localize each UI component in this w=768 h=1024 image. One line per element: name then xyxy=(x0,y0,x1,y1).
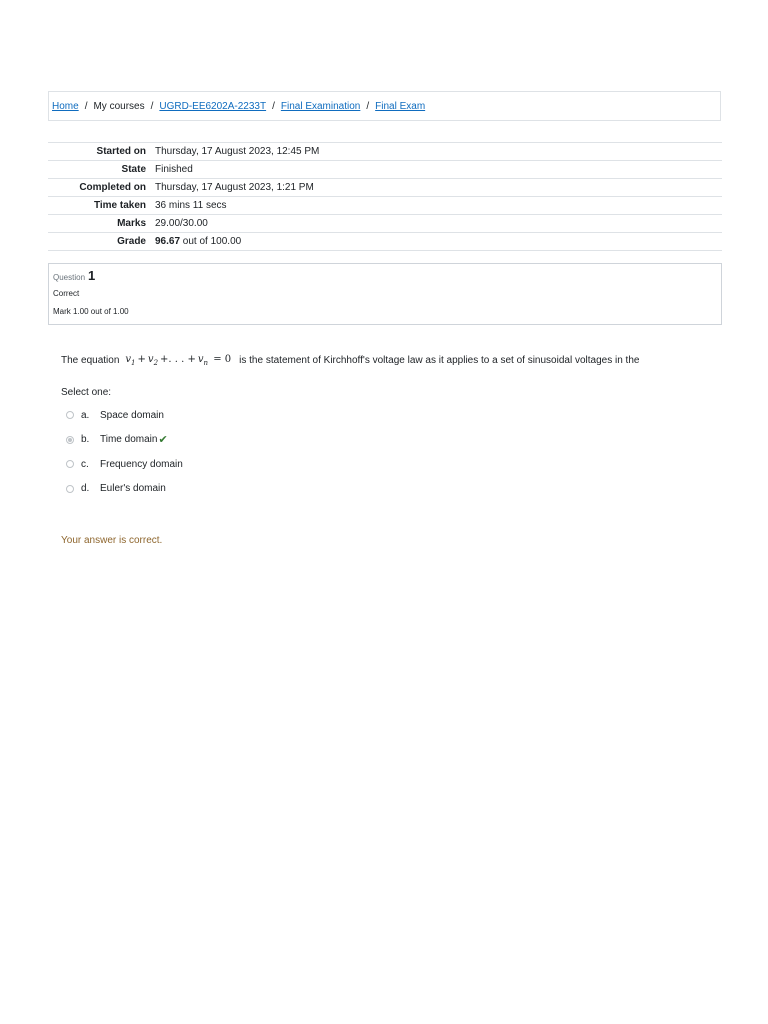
breadcrumb-quiz-link[interactable]: Final Exam xyxy=(375,100,426,112)
summary-row-time-taken xyxy=(48,197,722,215)
question-text-after: is the statement of Kirchhoff's voltage law as it applies to a set of sinusoidal voltages in the xyxy=(239,355,640,366)
question-state: Correct xyxy=(53,289,80,298)
summary-label: State xyxy=(121,164,146,175)
question-number: 1 xyxy=(88,268,96,283)
answer-options xyxy=(66,403,183,501)
breadcrumb-separator: / xyxy=(272,100,275,112)
breadcrumb-course-link[interactable]: UGRD-EE6202A-2233T xyxy=(159,100,267,112)
summary-value: Finished xyxy=(155,164,193,175)
summary-label: Marks xyxy=(117,218,146,229)
option-letter: c. xyxy=(81,458,89,470)
answer-option-b[interactable] xyxy=(66,428,183,453)
summary-value: 36 mins 11 secs xyxy=(155,200,227,211)
option-letter: d. xyxy=(81,483,90,495)
summary-label: Started on xyxy=(96,146,146,157)
answer-option-c[interactable] xyxy=(66,452,183,477)
summary-row-state xyxy=(48,161,722,179)
breadcrumb-section-link[interactable]: Final Examination xyxy=(280,100,361,112)
grade-out-of: out of 100.00 xyxy=(180,236,242,247)
option-label: Time domain xyxy=(100,434,158,446)
summary-value xyxy=(155,233,722,251)
checkmark-icon: ✔ xyxy=(158,434,168,447)
attempt-summary-table xyxy=(48,142,722,251)
radio-button[interactable] xyxy=(66,411,74,419)
summary-value: 29.00/30.00 xyxy=(155,218,208,229)
summary-row-marks xyxy=(48,215,722,233)
summary-label: Time taken xyxy=(93,200,146,211)
radio-button[interactable] xyxy=(66,460,74,468)
grade-value: 96.67 xyxy=(155,236,181,247)
question-word: Question xyxy=(53,273,86,282)
option-letter: a. xyxy=(81,409,90,421)
breadcrumb-separator: / xyxy=(366,100,370,112)
summary-row-started-on xyxy=(48,143,722,161)
breadcrumb-my-courses: My courses xyxy=(93,100,145,112)
answer-option-d[interactable] xyxy=(66,477,183,502)
summary-label: Grade xyxy=(117,236,146,247)
breadcrumb-separator: / xyxy=(84,100,88,112)
option-label: Space domain xyxy=(100,409,164,421)
radio-button[interactable] xyxy=(66,485,74,493)
option-label: Euler's domain xyxy=(100,483,166,495)
option-label: Frequency domain xyxy=(100,458,183,470)
question-info-box xyxy=(48,263,722,325)
option-letter: b. xyxy=(81,434,90,446)
breadcrumb-separator: / xyxy=(150,100,154,112)
select-one-prompt: Select one: xyxy=(61,387,112,398)
answer-feedback: Your answer is correct. xyxy=(61,535,163,546)
breadcrumb-home-link[interactable]: Home xyxy=(52,100,79,112)
answer-option-a[interactable] xyxy=(66,403,183,428)
question-text-before: The equation xyxy=(61,355,120,366)
radio-button-selected[interactable] xyxy=(66,436,74,444)
summary-row-grade xyxy=(48,233,722,251)
question-number-line xyxy=(53,268,721,284)
breadcrumb xyxy=(48,91,721,121)
summary-label: Completed on xyxy=(79,182,146,193)
summary-value: Thursday, 17 August 2023, 12:45 PM xyxy=(155,146,320,157)
question-text xyxy=(61,354,639,367)
kvl-equation: $v_1 + v_2$ +. . . + $v_n = 0$ xyxy=(125,354,232,367)
summary-row-completed-on xyxy=(48,179,722,197)
question-mark: Mark 1.00 out of 1.00 xyxy=(53,307,129,316)
summary-value: Thursday, 17 August 2023, 1:21 PM xyxy=(155,182,314,193)
